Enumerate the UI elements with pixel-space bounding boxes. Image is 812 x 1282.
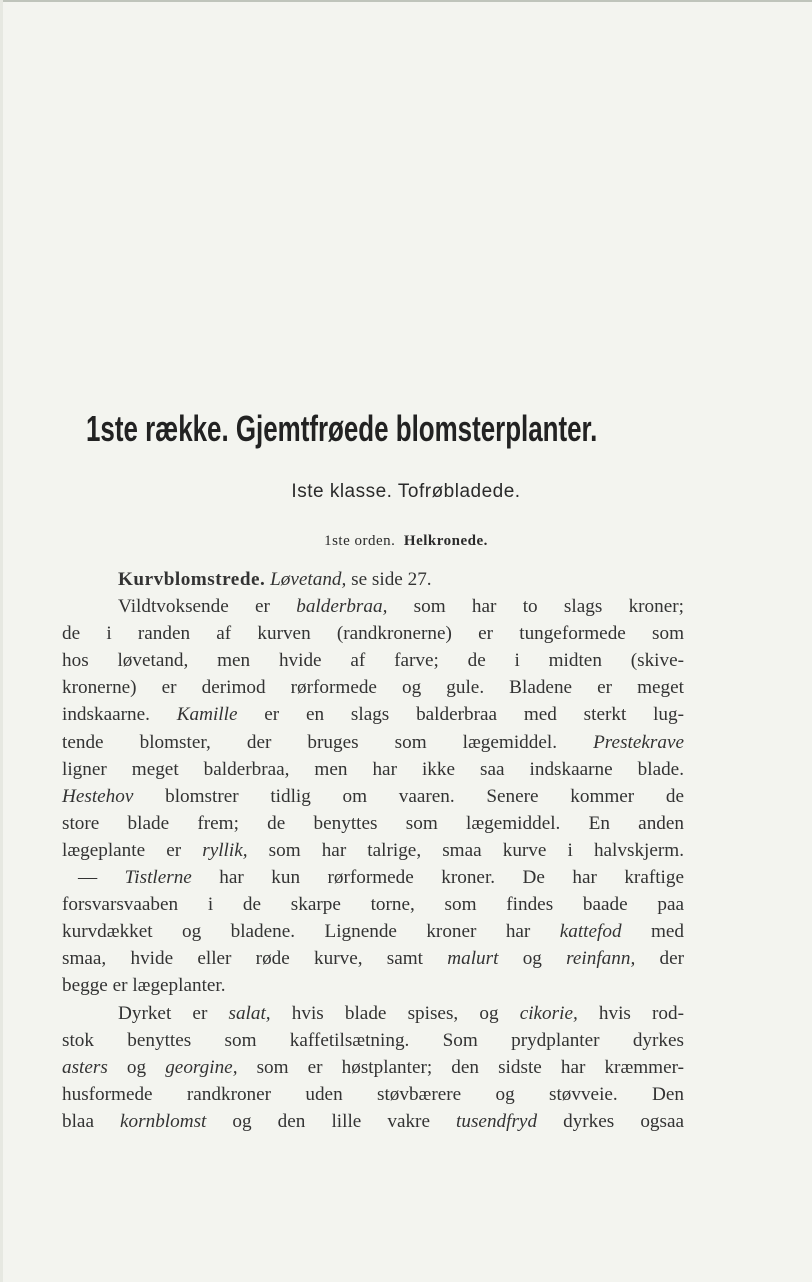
italic-term: asters — [62, 1056, 108, 1078]
text-span: hvis blade spises, og — [270, 1002, 520, 1024]
text-span: har kun rørformede kroner. De har kraftige — [191, 867, 684, 889]
main-heading: 1ste række. Gjemtfrøede blomsterplanter. — [86, 408, 598, 449]
text-span: de i randen af kurven (randkronerne) er tungeformede som — [62, 623, 684, 645]
text-line — [62, 647, 684, 674]
text-line — [62, 1000, 684, 1027]
text-span: husformede randkroner uden støvbærere og støvveie. Den — [62, 1083, 684, 1105]
text-span: se side 27. — [346, 569, 432, 590]
italic-term: reinfann, — [566, 948, 636, 970]
text-span: hos løvetand, men hvide af farve; de i midten (skive- — [62, 650, 684, 672]
text-line — [62, 593, 684, 620]
text-span: som har talrige, smaa kurve i halvskjerm. — [247, 839, 684, 861]
text-span: kurvdækket og bladene. Lignende kroner har — [62, 921, 560, 943]
text-span: dyrkes ogsaa — [537, 1110, 685, 1132]
text-line — [62, 701, 684, 728]
text-span: forsvarsvaaben i de skarpe torne, som findes baade paa — [62, 894, 684, 916]
text-span: og — [498, 948, 567, 970]
italic-term: cikorie, — [519, 1002, 578, 1024]
italic-term: kattefod — [559, 921, 622, 943]
italic-term: Hestehov — [62, 785, 134, 807]
text-line — [62, 756, 684, 783]
class-heading: Iste klasse. Tofrøbladede. — [291, 481, 521, 502]
text-span: store blade frem; de benyttes som lægemiddel. En anden — [62, 812, 684, 834]
italic-term: malurt — [447, 948, 499, 970]
italic-term: balderbraa, — [296, 596, 388, 618]
italic-term: ryllik, — [202, 839, 248, 861]
italic-term: kornblomst — [120, 1110, 207, 1132]
italic-term: Tistlerne — [124, 867, 192, 889]
text-span: ligner meget balderbraa, men har ikke saa indskaarne blade. — [62, 758, 684, 780]
text-span: er en slags balderbraa med sterkt lug- — [237, 704, 684, 726]
text-line — [62, 674, 684, 701]
text-line — [62, 945, 684, 972]
text-span: begge er lægeplanter. — [62, 975, 226, 997]
italic-term: Kamille — [176, 704, 238, 726]
italic-term: georgine, — [165, 1056, 238, 1078]
text-line — [62, 620, 684, 647]
text-span: smaa, hvide eller røde kurve, samt — [62, 948, 448, 970]
text-line — [62, 837, 684, 864]
text-line — [62, 1081, 684, 1108]
text-line — [62, 810, 684, 837]
text-line — [62, 729, 684, 756]
text-span: tende blomster, der bruges som lægemiddel. — [62, 731, 594, 753]
text-span: der — [635, 948, 684, 970]
text-span: blaa — [62, 1110, 121, 1132]
text-span: som er høstplanter; den sidste har kræmmer- — [237, 1056, 685, 1078]
text-span: indskaarne. — [62, 704, 177, 726]
order-heading — [0, 533, 812, 550]
italic-term: salat, — [228, 1002, 271, 1024]
order-heading-name: Helkronede. — [403, 533, 488, 549]
text-span: stok benyttes som kaffetilsætning. Som prydplanter dyrkes — [62, 1029, 684, 1051]
text-span: lægeplante er — [62, 839, 203, 861]
order-heading-label: 1ste orden. — [324, 533, 396, 549]
text-span: — — [78, 867, 125, 889]
text-line — [62, 891, 684, 918]
page-top-edge — [0, 0, 812, 2]
italic-term: tusendfryd — [456, 1110, 538, 1132]
text-line — [62, 1027, 684, 1054]
text-line — [62, 972, 684, 999]
text-line — [62, 1054, 684, 1081]
text-span: med — [621, 921, 684, 943]
section-title: Kurvblomstrede. — [118, 569, 266, 590]
text-span: blomstrer tidlig om vaaren. Senere kommer de — [133, 785, 684, 807]
text-span: og — [107, 1056, 166, 1078]
text-line — [62, 566, 684, 593]
text-span: og den lille vakre — [206, 1110, 457, 1132]
text-span: Dyrket er — [118, 1002, 229, 1024]
text-span: kronerne) er derimod rørformede og gule. Bladene er meget — [62, 677, 684, 699]
italic-term: Prestekrave — [593, 731, 684, 753]
text-span: hvis rod- — [577, 1002, 685, 1024]
italic-term: Løvetand, — [270, 569, 347, 590]
body-text — [62, 566, 684, 1135]
text-line — [62, 864, 684, 891]
page-left-edge — [0, 0, 3, 1282]
text-span: som har to slags kroner; — [387, 596, 684, 618]
text-span: Vildtvoksende er — [118, 596, 297, 618]
text-line — [62, 1108, 684, 1135]
text-line — [62, 783, 684, 810]
text-line — [62, 918, 684, 945]
